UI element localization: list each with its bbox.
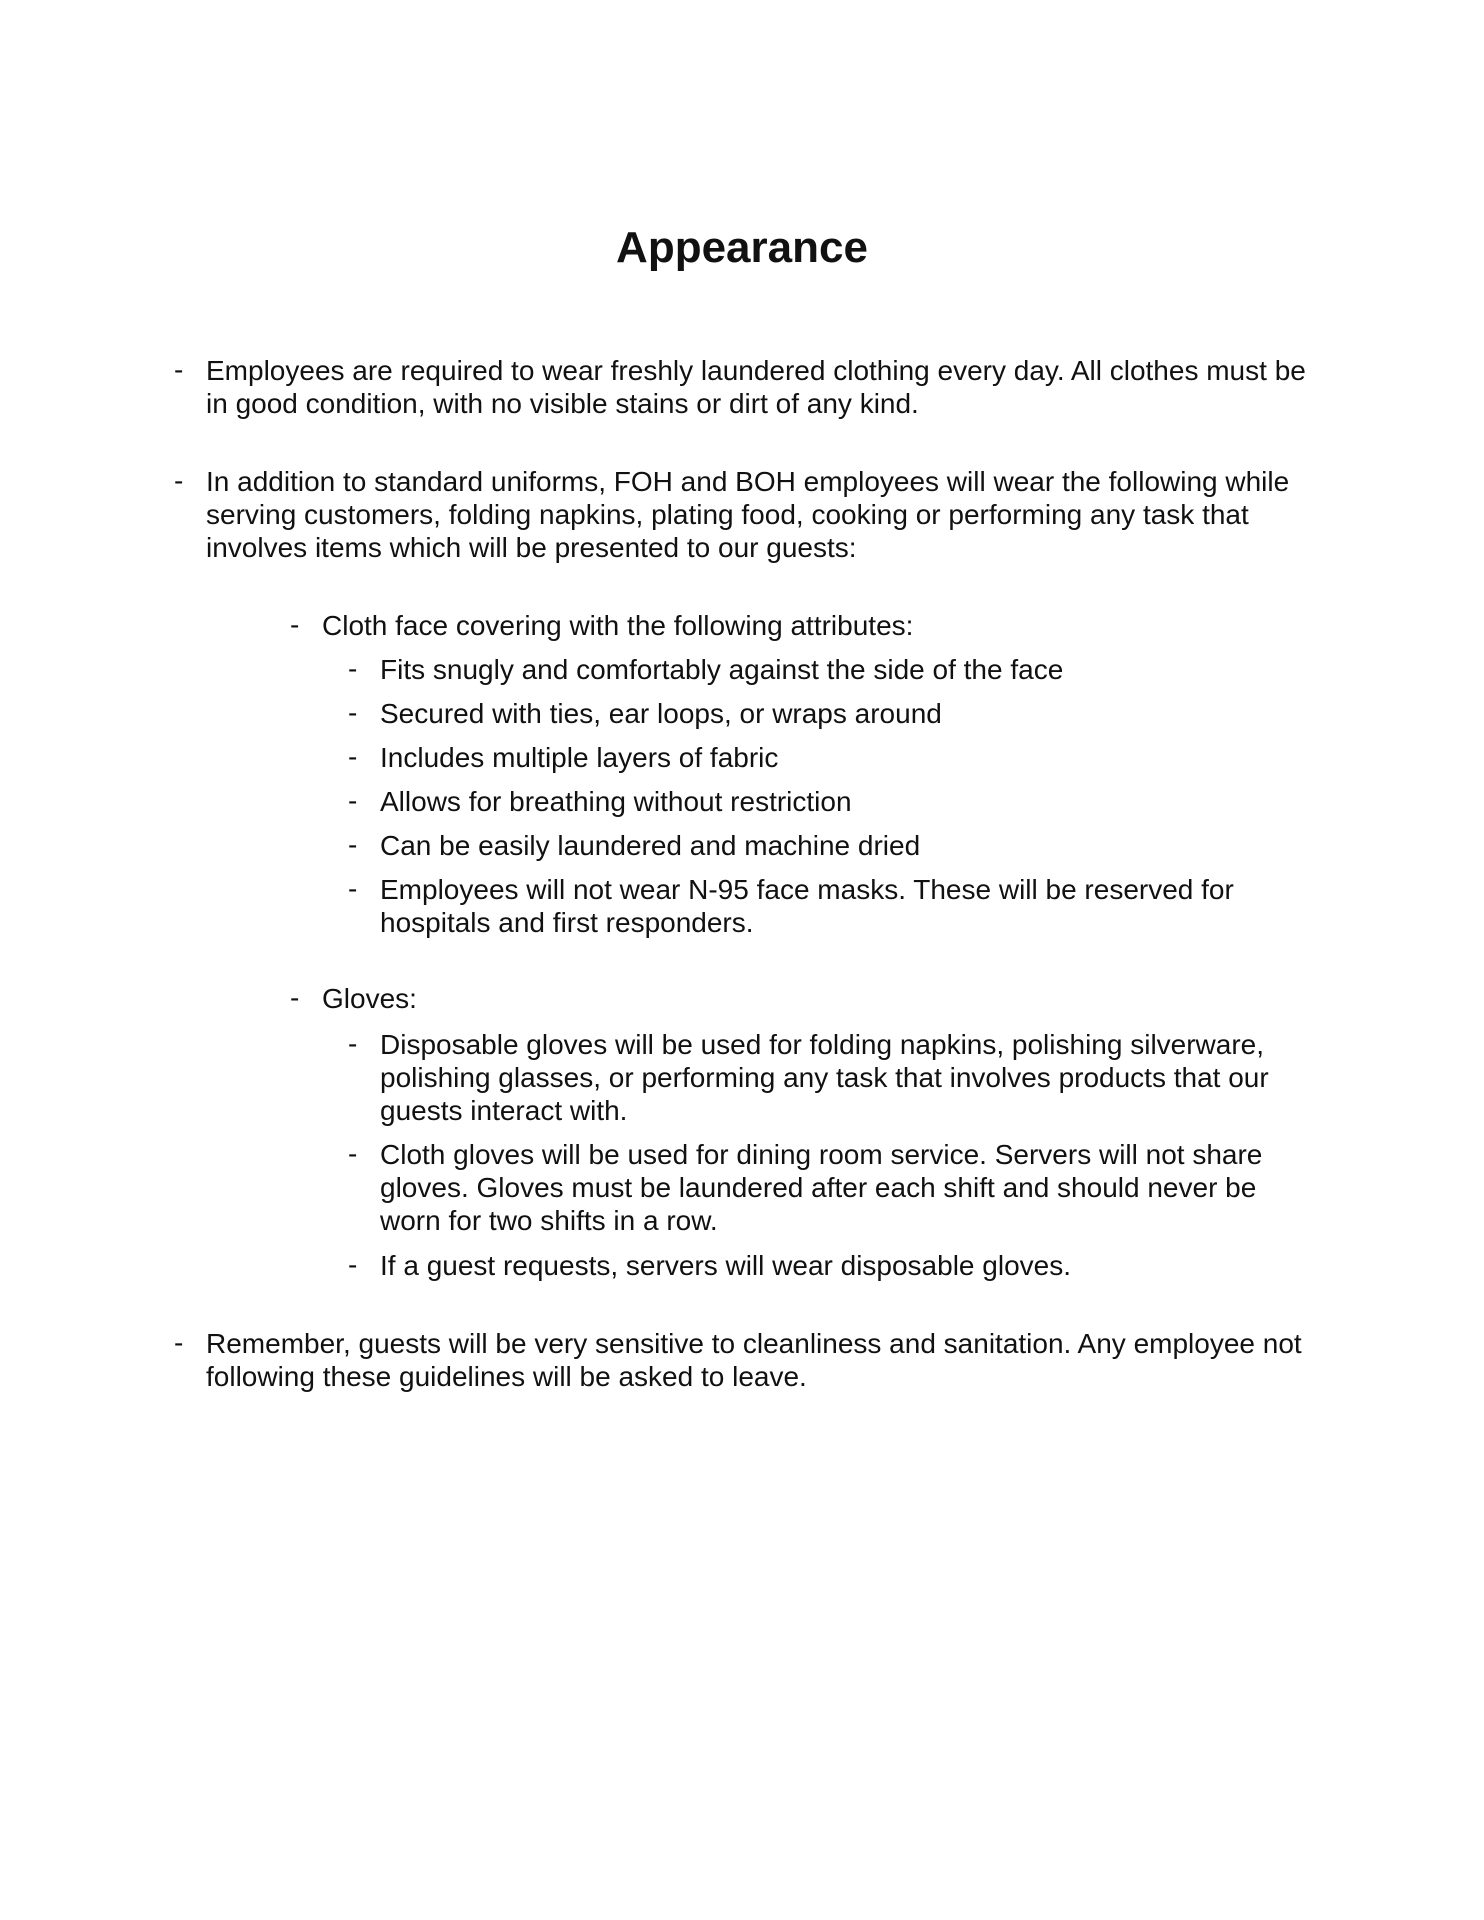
- gloves-rule: Cloth gloves will be used for dining room service. Servers will not share gloves. Gloves must be laundered after each shift and should never be worn for two shifts in a row.: [380, 1139, 1263, 1236]
- bullet-dash: -: [348, 1028, 358, 1059]
- page-title: Appearance: [616, 223, 868, 272]
- bullet-dash: -: [348, 873, 358, 904]
- face-covering-attribute: Can be easily laundered and machine dried: [380, 830, 921, 861]
- reminder-note: Remember, guests will be very sensitive to cleanliness and sanitation. Any employee not following these guidelines will be asked to leave.: [206, 1328, 1302, 1392]
- bullet-dash: -: [174, 1327, 184, 1358]
- bullet-dash: -: [348, 785, 358, 816]
- bullet-dash: -: [290, 982, 300, 1013]
- bullet-dash: -: [174, 465, 184, 496]
- bullet-dash: -: [290, 609, 300, 640]
- clothing-requirement: Employees are required to wear freshly laundered clothing every day. All clothes must be in good condition, with no visible stains or dirt of any kind.: [206, 355, 1306, 419]
- gloves-rule: If a guest requests, servers will wear disposable gloves.: [380, 1250, 1071, 1281]
- gloves-heading: Gloves:: [322, 983, 417, 1014]
- uniform-requirement: In addition to standard uniforms, FOH and BOH employees will wear the following while serving customers, folding napkins, plating food, cooking or performing any task that involves items which will be presented to our guests:: [206, 466, 1290, 563]
- face-covering-attribute: Fits snugly and comfortably against the side of the face: [380, 654, 1064, 685]
- bullet-dash: -: [348, 741, 358, 772]
- bullet-dash: -: [348, 829, 358, 860]
- bullet-dash: -: [348, 653, 358, 684]
- face-covering-attribute: Includes multiple layers of fabric: [380, 742, 779, 773]
- face-covering-attribute: Secured with ties, ear loops, or wraps around: [380, 698, 942, 729]
- bullet-dash: -: [348, 1138, 358, 1169]
- bullet-dash: -: [348, 697, 358, 728]
- face-covering-heading: Cloth face covering with the following attributes:: [322, 610, 914, 641]
- face-covering-attribute: Employees will not wear N-95 face masks. These will be reserved for hospitals and first responders.: [380, 874, 1234, 938]
- gloves-rule: Disposable gloves will be used for folding napkins, polishing silverware, polishing glasses, or performing any task that involves products that our guests interact with.: [380, 1029, 1269, 1126]
- face-covering-attribute: Allows for breathing without restriction: [380, 786, 852, 817]
- bullet-dash: -: [174, 354, 184, 385]
- bullet-dash: -: [348, 1249, 358, 1280]
